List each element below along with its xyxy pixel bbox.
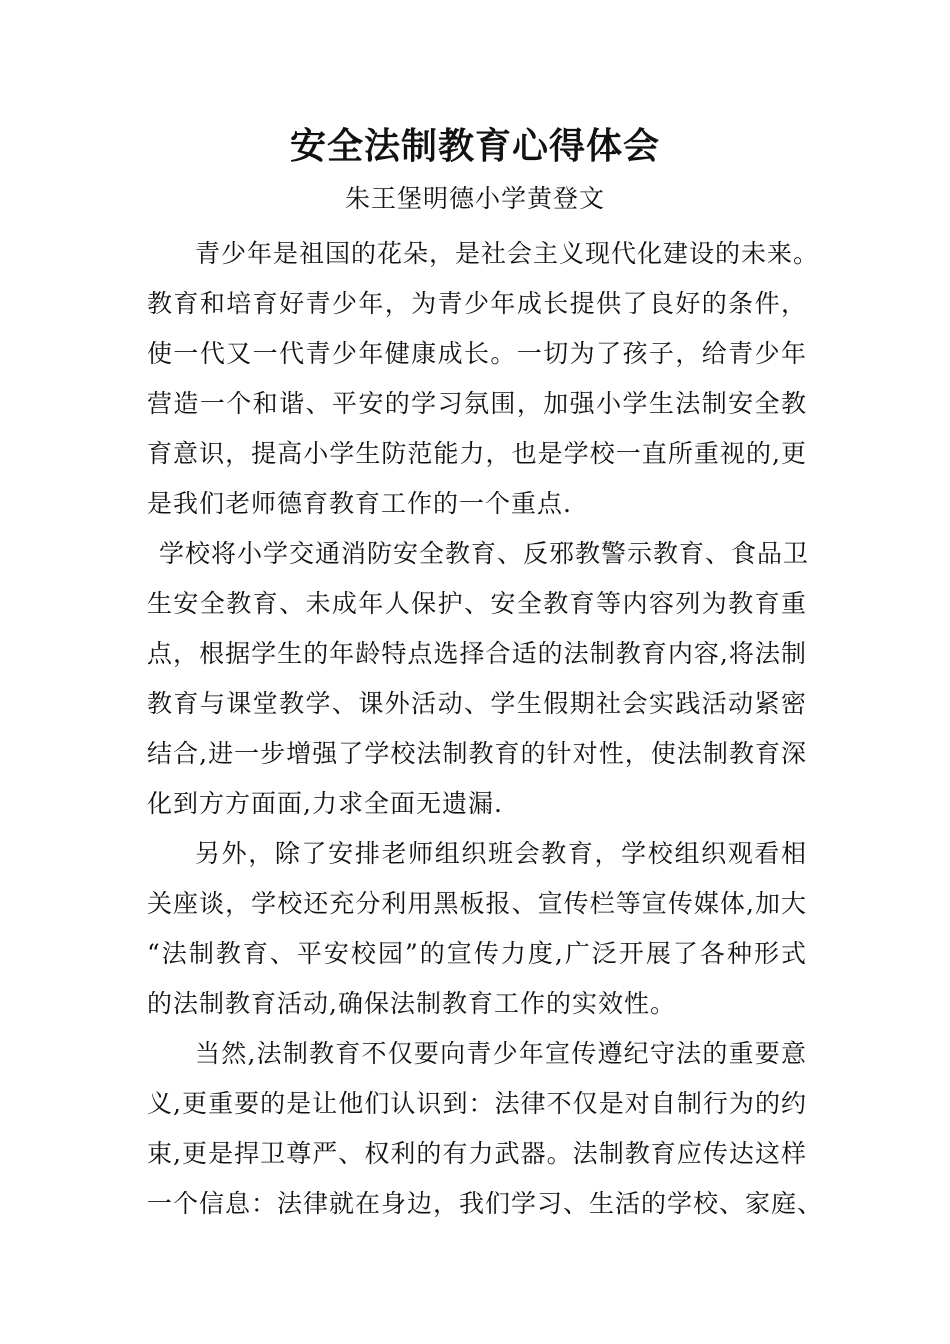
body-line: 的法制教育活动,确保法制教育工作的实效性。: [147, 989, 676, 1018]
body-line: 教育与课堂教学、课外活动、学生假期社会实践活动紧密: [147, 689, 807, 718]
document-author: 朱王堡明德小学黄登文: [344, 184, 605, 213]
body-line: 关座谈，学校还充分利用黑板报、宣传栏等宣传媒体,加大: [147, 889, 807, 918]
body-line: 教育和培育好青少年，为青少年成长提供了良好的条件，: [147, 289, 807, 318]
body-line: 当然,法制教育不仅要向青少年宣传遵纪守法的重要意: [195, 1039, 807, 1068]
body-line: 使一代又一代青少年健康成长。一切为了孩子，给青少年: [147, 339, 807, 368]
body-line: “法制教育、平安校园”的宣传力度,广泛开展了各种形式: [147, 939, 807, 968]
body-line: 一个信息：法律就在身边，我们学习、生活的学校、家庭、: [147, 1189, 824, 1218]
body-line: 是我们老师德育教育工作的一个重点.: [147, 489, 572, 518]
body-line: 青少年是祖国的花朵，是社会主义现代化建设的未来。: [195, 239, 820, 268]
body-line: 化到方方面面,力求全面无遗漏.: [147, 789, 503, 818]
document-title: 安全法制教育心得体会: [289, 125, 660, 167]
body-line: 结合,进一步增强了学校法制教育的针对性，使法制教育深: [147, 739, 807, 768]
body-line: 义,更重要的是让他们认识到：法律不仅是对自制行为的约: [147, 1089, 807, 1118]
body-line: 学校将小学交通消防安全教育、反邪教警示教育、食品卫: [159, 539, 810, 568]
body-line: 生安全教育、未成年人保护、安全教育等内容列为教育重: [147, 589, 807, 618]
body-line: 营造一个和谐、平安的学习氛围，加强小学生法制安全教: [147, 389, 807, 418]
body-line: 点，根据学生的年龄特点选择合适的法制教育内容,将法制: [147, 639, 807, 668]
body-line: 另外，除了安排老师组织班会教育，学校组织观看相: [195, 839, 807, 868]
body-line: 束,更是捍卫尊严、权利的有力武器。法制教育应传达这样: [147, 1139, 807, 1168]
body-line: 育意识，提高小学生防范能力，也是学校一直所重视的,更: [147, 439, 807, 468]
